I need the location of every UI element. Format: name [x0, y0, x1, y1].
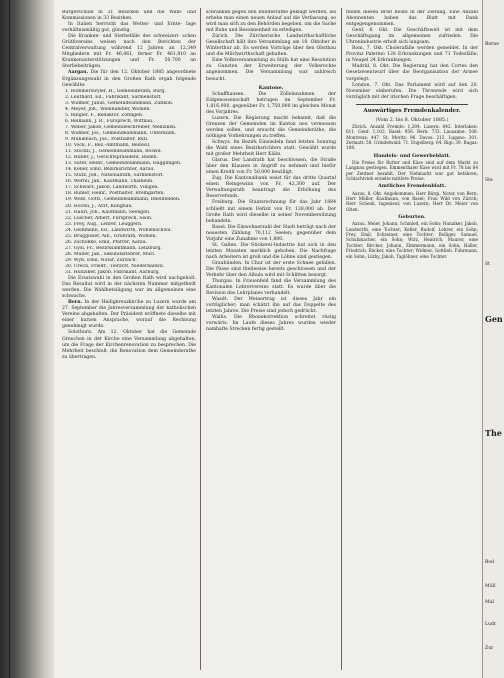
book-gutter [0, 0, 54, 678]
column-rule [341, 8, 342, 670]
paragraph: Zürich. Die Zürcherische Landwirthschaftliche Gesellschaft hält ihre Versammlung am 18. Oktober in Winterthur ab. Es werden Vorträge über den Obstbau und die Milchwirthschaft gehalten. [206, 34, 336, 58]
section-heading: Auswärtiges Fremdenkalender. [363, 107, 461, 114]
paragraph: Aarau. Meier, Johann, Schmied, ein Sohn; Hunziker, Jakob, Landwirth, eine Tochter; Keller, Rudolf, Lehrer, ein Sohn; Frey, Emil, Schreiner, eine Tochter; Bolliger, Samuel, Schuhmacher, ein Sohn; Wirz, Heinrich, Maurer, eine Tochter; Bircher, Johann, Zimmermann, ein Sohn; Haller, Friedrich, Bäcker, eine Tochter; Widmer, Gottlieb, Fuhrmann, ein Sohn; Lüthy, Jakob, Taglöhner, eine Tochter. [346, 221, 478, 259]
list-item: 18. Bühler, Heinr., Posthalter, Bremgarten. [65, 191, 165, 197]
list-item: 30. Urech, Friedr., Tierarzt, Niederhallwil. [65, 263, 165, 269]
paragraph: Burgerschule in 31 Bezirken und die Wahl- und Kommissionen in 33 Bezirken. [62, 10, 196, 22]
paragraph: Zug. Die Kantonalbank weist für das dritte Quartal einen Reingewinn von Fr. 42,300 auf. Der Verwaltungsrath beantragt die Erhöhung des Reservefonds. [206, 176, 336, 200]
paragraph: Thurgau. In Frauenfeld fand die Versammlung des Kantonalen Lehrervereins statt. Es wurde über die Revision des Lehrplanes verhandelt. [206, 279, 336, 297]
paragraph: Zürich. Anzahl Fremde: 1,284. Luzern: 842. Interlaken: 611. Genf: 1,102. Basel: 956. Bern: 733. Lausanne: 508. Montreux: 447. St. Moritz: 96. Davos: 212. Lugano: 301. Zermatt: 58. Grindelwald: 71. Engelberg: 64. Rigi: 39. Ragaz: 188. [346, 123, 478, 151]
paragraph: schränken gegen den Bundesrathe geklagt werden, als erhebe man einen neuen Anlauf auf die Verfassung, so wird man sich zu den Behörden begeben, um die Sache mit Ruhe und Besonnenheit zu erledigen. [206, 10, 336, 34]
paragraph: Waadt. Der Weinertrag ist dieses Jahr ein vorzüglicher; man schätzt ihn auf das Doppelte des letzten Jahres. Die Preise sind jedoch gedrückt. [206, 297, 336, 315]
adjacent-page-fragment: The [485, 428, 502, 438]
column-left [62, 10, 196, 672]
paragraph: Aarau, 8. Okt. Angekommen: Herr Bürgi, Notar, von Bern; Herr Müller, Kaufmann, von Basel; Frau Wild von Zürich; Herr Schenk, Ingenieur, von Luzern; Herr Dr. Meier von Olten. [346, 190, 478, 212]
paragraph: Graubünden. In Chur ist der erste Schnee gefallen. Die Pässe sind theilweise bereits geschlossen und der Verkehr über den Albula wird mit Schlitten besorgt. [206, 260, 336, 279]
list-item: 6. Reimann, J. R., Fürsprech, Wittnau. [65, 118, 154, 124]
list-item: 20. Höchli, J., Arzt, Klingnau. [65, 203, 133, 209]
list-item: 21. Hauri, Joh., Kaufmann, Seengen. [65, 209, 151, 215]
adjacent-page-fragment: Ste [485, 178, 493, 183]
paragraph: Eine Volksversammlung zu Stäfa hat eine Resolution zu Gunsten der Erweiterung der Volksrechte angenommen. Die Versammlung war zahlreich besucht. [206, 58, 336, 82]
list-item: 28. Müller, Jak., Sekundarlehrer, Muri. [65, 251, 156, 257]
list-item: 8. Widmer, Jos., Gemeindeammann, Unterkulm. [65, 130, 177, 136]
paragraph: Die für den 12. Oktober 1885 angeordnete Ergänzungswahl in den Großen Rath ergab folgende Gewählte: [62, 70, 196, 88]
list-item: 10. Vock, F., Bez.-Amtmann, Beinwil. [65, 143, 151, 149]
column-rule [200, 8, 201, 670]
paragraph: Die Ersatzwahl in den Großen Rath wird nachgeholt. Das Resultat wird in der nächsten Nummer mitgetheilt werden. Die Wahlbeteiligung war im allgemeinen eine schwache. [62, 276, 196, 300]
list-item: 17. Schwarz, Jakob, Landwirth, Villigen. [65, 185, 159, 191]
adjacent-page-fragment: Mal [485, 600, 494, 605]
paragraph: Basel. Die Einwohnerzahl der Stadt beträgt nach der neuesten Zählung 70,112 Seelen; gegenüber dem Vorjahr eine Zunahme von 1,800. [206, 224, 336, 242]
list-item: 13. Suter, Heinr., Gemeindeammann, Hägglingen. [65, 161, 182, 167]
section-heading: Kantone. [258, 84, 284, 91]
section-heading: Geburten. [398, 214, 426, 221]
adjacent-page-fragment: Müll [485, 584, 496, 589]
paragraph: London, 7. Okt. Das Parlament wird auf den 20. November einberufen. Die Thronrede wird sich vorzüglich mit der irischen Frage beschäftigen. [346, 82, 478, 100]
section-heading: Amtliches Fremdenblatt. [377, 183, 447, 190]
election-list [62, 89, 196, 276]
paragraph: Freiburg. Die Staatsrechnung für das Jahr 1884 schließt mit einem Defizit von Fr. 138,000 ab. Der Große Rath wird dieselbe in seiner Novembersitzung behandeln. [206, 200, 336, 224]
paragraph: In der Heiligkreuzkirche zu Luzern wurde am 27. September die Jahresversammlung der katholischen Vereine abgehalten. Der Präsident eröffnete dieselbe mit einer kurzen Ansprache, worauf die Rechnung genehmigt wurde. [62, 300, 196, 330]
list-item: 2. Leuthard, Ed., Fabrikant, Sarmenstorf. [65, 94, 162, 100]
list-item: 19. Weiß, Gottl., Gemeindeammann, Rheinfelden. [65, 197, 181, 203]
adjacent-page-fragment: Ludr [485, 622, 497, 627]
list-item: 5. Ringier, F., Redaktor, Zofingen. [65, 112, 144, 118]
adjacent-page-fragment: Gen [485, 314, 503, 324]
paragraph: Wallis. Die Rhonekorrektion schreitet rüstig vorwärts. Im Laufe dieses Jahres wurden wieder namhafte Strecken fertig gestellt. [206, 315, 336, 333]
column-right [346, 10, 478, 672]
paragraph: Madrid, 8. Okt. Die Regierung hat den Cortes den Gesetzesentwurf über die Reorganisation der Armee vorgelegt. [346, 64, 478, 82]
adjacent-page-fragment: Berne [485, 42, 499, 47]
paragraph: Die Kranken- und Sterbefälle des schweizeri- schen Grütlivereins weisen nach den Berichten der Centralverwaltung während 12 Jahren an 12,349 Mitgliedern mit Fr. 46,061, ferner Fr. 461,810 an Krankenunterstützungen und Fr. 50,700 an Sterbebeiträgen. [62, 34, 196, 70]
list-item: 27. Gysi, Fr., Bezirksamtmann, Lenzburg. [65, 245, 162, 251]
list-item: 25. Bruggisser, Alb., Großrath, Wohlen. [65, 233, 157, 239]
divider [356, 104, 468, 105]
list-item: 7. Weber, Jakob, Gemeindeschreiber, Menziken. [65, 124, 177, 130]
list-item: 22. Lüscher, Albert, Fürsprech, Seon. [65, 215, 153, 221]
list-item: 26. Zschokke, Emil, Pfarrer, Aarau. [65, 239, 148, 245]
paragraph: Die Preise für Butter und Käse sind auf dem Markt zu Langnau gestiegen. Emmenthaler Käse wird mit Fr. 78 bis 84 per Zentner bezahlt. Der Viehmarkt war gut befahren; Schlachtvieh erzielte mittlere Preise. [346, 159, 478, 182]
list-item: 1. Rommerswyler, H., Gemeinderath, Burg. [65, 88, 166, 94]
list-item: 12. Huber, J., Gerichtspräsident, Baden. [65, 155, 158, 161]
paragraph: Schaffhausen. Die Zolleinnahmen der Eidgenossenschaft betrugen im September Fr. 1,816,000, gegenüber Fr. 1,750,000 im gleichen Monat des Vorjahres. [206, 91, 336, 115]
paragraph: Solothurn. Am 12. Oktober hat die Gemeinde Grenchen in der Kirche eine Versammlung abgehalten, um die Frage der Kirchenrenovation zu besprechen. Die Mehrheit beschloß, die Renovation dem Gemeinderathe zu übertragen. [62, 330, 196, 360]
list-item: 11. Stöckli, J., Gemeindeammann, Boswil. [65, 149, 163, 155]
list-item: 9. Mühlebach, Jos., Posthalter, Rüti. [65, 136, 149, 142]
paragraph: Luzern. Die Regierung macht bekannt, daß die Grenzen der Gemeinden im Kanton neu vermessen werden sollen, und ersucht die Gemeinderäthe, die nöthigen Vorkehrungen zu treffen. [206, 115, 336, 139]
adjacent-page-fragment: Zur [485, 646, 494, 651]
adjacent-page-strip [482, 0, 504, 678]
list-item: 3. Widmer, Julius, Gemeindeammann, Zufikon. [65, 100, 174, 106]
list-item: 16. Wernli, Jak., Kaufmann, Thalheim. [65, 179, 154, 185]
section-subheading: (Vom 2. bis 8. Oktober 1885.) [375, 116, 449, 123]
section-label: Aargau. [68, 70, 89, 76]
list-item: 29. Wyß, Emil, Notar, Zurzach. [65, 257, 138, 263]
section-heading: Handels- und Gewerbeblatt. [373, 152, 451, 159]
paragraph: St. Gallen. Die Stickerei-Industrie hat sich in den letzten Monaten merklich gehoben. Die Nachfrage nach Arbeitern ist groß und die Löhne sind gestiegen. [206, 242, 336, 260]
list-item: 24. Geißmann, Ed., Landwirth, Wohlenschwil. [65, 227, 172, 233]
newspaper-page [54, 0, 482, 678]
list-item: 14. Keller, Emil, Bezirksrichter, Aarau. [65, 167, 155, 173]
adjacent-page-fragment: St [485, 262, 490, 267]
list-item: 23. Frey, Aug., Lehrer, Leuggern. [65, 221, 143, 227]
list-item: 15. Stutz, Joh., Nationalrath, Sarmenstorf. [65, 173, 164, 179]
list-item: 31. Hunziker, Jakob, Fabrikant, Aarburg. [65, 270, 160, 276]
paragraph: Glarus. Der Landrath hat beschlossen, die Straße über den Klausen in Angriff zu nehmen und hiefür einen Kredit von Fr. 50,000 bewilligt. [206, 158, 336, 176]
list-item: 4. Meyer, Joh., Weinhändler, Wohlen. [65, 106, 151, 112]
column-middle [206, 10, 336, 672]
paragraph: Genf, 8. Okt. Die Geschäftswelt ist mit dem Geschäftsgang im allgemeinen zufrieden. Die Uhrenindustrie erholt sich langsam. [346, 28, 478, 46]
section-label: Bern. [68, 300, 83, 306]
paragraph: In Italien herrscht das Wetter- und Ernte- lage verhältnismäßig gut, günstig. [62, 22, 196, 34]
paragraph: finden diesen Brief heute in der Zeitung. Eine Anzahl Abonnenten haben das Blatt mit Dank entgegengenommen. [346, 10, 478, 28]
paragraph: Schwyz. Im Bezirk Einsiedeln fand letzten Sonntag die Wahl eines Bezirksrichters statt. Gewählt wurde mit großer Mehrheit Herr Kälin. [206, 139, 336, 158]
adjacent-page-fragment: Bod [485, 560, 495, 565]
paragraph: Rom, 7. Okt. Cholerafälle werden gemeldet. In der Provinz Palermo 128 Erkrankungen und 71 Todesfälle; in Neapel 24 Erkrankungen. [346, 46, 478, 64]
